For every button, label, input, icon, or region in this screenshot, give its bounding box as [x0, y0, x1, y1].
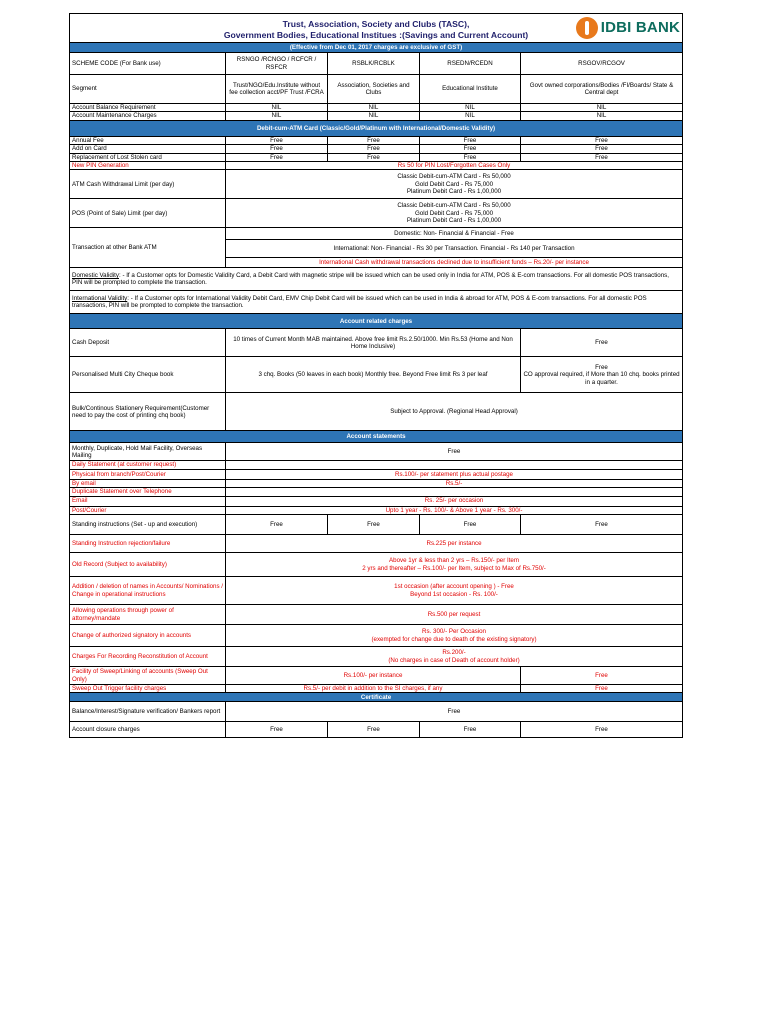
- signatory-line-1: Rs. 300/- Per Occasion: [422, 628, 486, 636]
- closure-col-2: Free: [328, 722, 420, 738]
- poa-label: Allowing operations through power of attorney/mandate: [70, 605, 226, 625]
- effective-note: (Effective from Dec 01, 2017 charges are exclusive of GST): [70, 43, 683, 53]
- lost-card-col-1: Free: [226, 153, 328, 161]
- atm-limit-line-2: Gold Debit Card - Rs 75,000: [414, 180, 494, 188]
- cash-deposit-govt: Free: [521, 329, 683, 357]
- add-on-col-1: Free: [226, 145, 328, 153]
- scheme-row: [70, 53, 683, 75]
- names-row: [70, 577, 683, 605]
- domestic-validity-term: Domestic Validity: [72, 272, 119, 280]
- by-email-label: By email: [70, 479, 226, 487]
- daily-statement-row: [70, 461, 683, 469]
- domestic-validity-note: [70, 268, 683, 291]
- title-row: [70, 14, 683, 43]
- bulk-stationery-label: Bulk/Continous Stationery Requirement(Customer need to pay the cost of printing chq book): [70, 393, 226, 431]
- segment-col-3: Educational Institute: [420, 75, 521, 104]
- cheque-book-govt: [521, 357, 683, 393]
- segment-row: [70, 75, 683, 104]
- effective-note-row: [70, 43, 683, 53]
- maintenance-row: [70, 112, 683, 120]
- reconstitution-line-1: Rs.200/-: [442, 649, 466, 657]
- new-pin-label: New PIN Generation: [70, 162, 226, 170]
- physical-label: Physical from branch/Post/Courier: [70, 469, 226, 479]
- maintenance-col-2: NIL: [328, 112, 420, 120]
- signatory-label: Change of authorized signatory in accounts: [70, 625, 226, 647]
- email-value: Rs. 25/- per occasion: [226, 496, 683, 506]
- old-record-row: [70, 553, 683, 577]
- poa-row: [70, 605, 683, 625]
- old-record-line-2: 2 yrs and thereafter – Rs.100/- per Item, subject to Max of Rs.750/-: [362, 564, 546, 572]
- annual-fee-col-2: Free: [328, 136, 420, 144]
- sweep-trigger-govt: Free: [521, 685, 683, 693]
- sweep-label: Facility of Sweep/Linking of accounts (Sweep Out Only): [70, 667, 226, 685]
- idbi-logo-icon: [576, 17, 598, 39]
- names-line-1: 1st occasion (after account opening ) - Free: [394, 583, 514, 591]
- standing-instructions-row: [70, 515, 683, 535]
- cash-deposit-row: [70, 329, 683, 357]
- annual-fee-label: Annual Fee: [70, 136, 226, 144]
- add-on-col-4: Free: [521, 145, 683, 153]
- signatory-line-2: (exempted for change due to death of the existing signatory): [371, 635, 537, 643]
- cash-deposit-value: 10 times of Current Month MAB maintained. Above free limit Rs.2.50/1000. Min Rs.53 (Home and Non Home Inclusive): [226, 329, 521, 357]
- new-pin-value: Rs 50 for PIN Lost/Forgotten Cases Only: [226, 162, 683, 170]
- schedule-of-charges-sheet: [69, 13, 682, 738]
- atm-limit-line-3: Platinum Debit Card - Rs 1,00,000: [406, 188, 502, 196]
- closure-col-3: Free: [420, 722, 521, 738]
- standing-reject-row: [70, 535, 683, 553]
- maintenance-label: Account Maintenance Charges: [70, 112, 226, 120]
- old-record-label: Old Record (Subject to availability): [70, 553, 226, 577]
- physical-value: Rs.100/- per statement plus actual postage: [226, 469, 683, 479]
- sweep-trigger-value: Rs.5/- per debit in addition to the SI charges, if any: [226, 685, 521, 693]
- title-line-2: Government Bodies, Educational Institues :(Savings and Current Account): [223, 29, 529, 40]
- logo-text: IDBI BANK: [600, 19, 681, 37]
- account-statements-band: [70, 431, 683, 443]
- standing-reject-value: Rs.225 per instance: [226, 535, 683, 553]
- standing-reject-label: Standing Instruction rejection/failure: [70, 535, 226, 553]
- lost-card-col-2: Free: [328, 153, 420, 161]
- title-cell: [70, 14, 683, 43]
- other-atm-domestic-row: [70, 228, 683, 240]
- poa-value: Rs.500 per request: [226, 605, 683, 625]
- other-atm-domestic: Domestic: Non- Financial & Financial - Free: [226, 228, 683, 240]
- balance-label: Account Balance Requirement: [70, 104, 226, 112]
- annual-fee-row: [70, 136, 683, 144]
- balance-col-3: NIL: [420, 104, 521, 112]
- international-validity-text: : - If a Customer opts for International Validity Debit Card, EMV Chip Debit Card will be issued which can be used in India & abroad for ATM, POS & E-com transactions. For all domestic POS transactions, PIN will be prompted to complete the transaction.: [72, 295, 647, 310]
- duplicate-phone-empty: [226, 488, 683, 496]
- add-on-col-3: Free: [420, 145, 521, 153]
- maintenance-col-1: NIL: [226, 112, 328, 120]
- by-email-value: Rs.5/-: [226, 479, 683, 487]
- standing-label: Standing instructions (Set - up and execution): [70, 515, 226, 535]
- scheme-col-2: RSBLK/RCBLK: [328, 53, 420, 75]
- lost-card-row: [70, 153, 683, 161]
- cheque-book-govt-line-1: Free: [595, 363, 608, 371]
- add-on-col-2: Free: [328, 145, 420, 153]
- reconstitution-label: Charges For Recording Reconstitution of Account: [70, 647, 226, 667]
- annual-fee-col-1: Free: [226, 136, 328, 144]
- international-validity-row: [70, 291, 683, 314]
- lost-card-label: Replacement of Lost Stolen card: [70, 153, 226, 161]
- old-record-line-1: Above 1yr & less than 2 yrs – Rs.150/- per Item: [389, 557, 520, 565]
- closure-col-4: Free: [521, 722, 683, 738]
- closure-label: Account closure charges: [70, 722, 226, 738]
- old-record-value: [226, 553, 683, 577]
- annual-fee-col-4: Free: [521, 136, 683, 144]
- standing-col-4: Free: [521, 515, 683, 535]
- bulk-stationery-row: [70, 393, 683, 431]
- segment-col-4: Govt owned corporations/Bodies /FI/Boards/ State & Central dept: [521, 75, 683, 104]
- closure-row: [70, 722, 683, 738]
- sweep-row: [70, 667, 683, 685]
- pos-limit-row: [70, 199, 683, 228]
- charges-table: [69, 13, 683, 738]
- standing-col-1: Free: [226, 515, 328, 535]
- sweep-value: Rs.100/- per instance: [226, 667, 521, 685]
- closure-col-1: Free: [226, 722, 328, 738]
- pos-limit-value: [226, 199, 683, 228]
- balance-cert-value: Free: [226, 702, 683, 722]
- account-charges-band: [70, 314, 683, 329]
- segment-col-1: Trust/NGO/Edu.Institute without fee collection acct/PF Trust /FCRA: [226, 75, 328, 104]
- balance-cert-label: Balance/Interest/Signature verification/ Bankers report: [70, 702, 226, 722]
- maintenance-col-3: NIL: [420, 112, 521, 120]
- certificate-band-label: Certificate: [70, 693, 683, 702]
- debit-card-band: [70, 120, 683, 136]
- reconstitution-value: [226, 647, 683, 667]
- add-on-label: Add on Card: [70, 145, 226, 153]
- cheque-book-govt-line-2: CO approval required, if More than 10 chq. books printed in a quarter.: [523, 371, 680, 386]
- balance-col-4: NIL: [521, 104, 683, 112]
- title-line-1: Trust, Association, Society and Clubs (TASC),: [282, 18, 470, 29]
- international-validity-term: International Validity: [72, 295, 128, 303]
- maintenance-col-4: NIL: [521, 112, 683, 120]
- debit-card-band-label: Debit-cum-ATM Card (Classic/Gold/Platinum with International/Domestic Validity): [70, 120, 683, 136]
- sweep-trigger-label: Sweep Out Trigger facility charges: [70, 685, 226, 693]
- atm-limit-line-1: Classic Debit-cum-ATM Card - Rs 50,000: [397, 173, 511, 181]
- cheque-book-row: [70, 357, 683, 393]
- reconstitution-line-2: (No charges in case of Death of account holder): [388, 656, 520, 664]
- daily-statement-label: Daily Statement (at customer request): [70, 461, 226, 469]
- post-courier-label: Post/Courier: [70, 506, 226, 514]
- segment-label: Segment: [70, 75, 226, 104]
- lost-card-col-4: Free: [521, 153, 683, 161]
- scheme-col-1: RSNGO /RCNGO / RCFCR / RSFCR: [226, 53, 328, 75]
- atm-limit-value: [226, 170, 683, 199]
- account-charges-band-label: Account related charges: [70, 314, 683, 329]
- monthly-statement-value: Free: [226, 443, 683, 461]
- balance-certificate-row: [70, 702, 683, 722]
- account-statements-band-label: Account statements: [70, 431, 683, 443]
- domestic-validity-text: : - If a Customer opts for Domestic Validity Card, a Debit Card with magnetic stripe will be issued which can be used only in India for ATM, POS & E-com transactions. For all domestic POS transactions, PIN will be prompted to complete the transaction.: [72, 272, 669, 287]
- signatory-value: [226, 625, 683, 647]
- certificate-band: [70, 693, 683, 702]
- bulk-stationery-value: Subject to Approval. (Regional Head Approval): [226, 393, 683, 431]
- physical-row: [70, 469, 683, 479]
- signatory-row: [70, 625, 683, 647]
- add-on-row: [70, 145, 683, 153]
- lost-card-col-3: Free: [420, 153, 521, 161]
- sweep-govt: Free: [521, 667, 683, 685]
- names-value: [226, 577, 683, 605]
- segment-col-2: Association, Societies and Clubs: [328, 75, 420, 104]
- other-atm-international: International: Non- Financial - Rs 30 per Transaction. Financial - Rs 140 per Transaction: [226, 240, 683, 258]
- balance-col-1: NIL: [226, 104, 328, 112]
- cheque-book-label: Personalised Multi City Cheque book: [70, 357, 226, 393]
- monthly-statement-row: [70, 443, 683, 461]
- email-label: Email: [70, 496, 226, 506]
- by-email-row: [70, 479, 683, 487]
- atm-limit-row: [70, 170, 683, 199]
- balance-row: [70, 104, 683, 112]
- sweep-trigger-row: [70, 685, 683, 693]
- email-row: [70, 496, 683, 506]
- other-atm-declined: International Cash withdrawal transactions declined due to insufficient funds – Rs.20/- per instance: [226, 258, 683, 268]
- standing-col-3: Free: [420, 515, 521, 535]
- duplicate-phone-row: [70, 488, 683, 496]
- duplicate-phone-label: Duplicate Statement over Telephone: [70, 488, 226, 496]
- monthly-statement-label: Monthly, Duplicate, Hold Mail Facility, Overseas Mailing: [70, 443, 226, 461]
- atm-limit-label: ATM Cash Withdrawal Limit (per day): [70, 170, 226, 199]
- reconstitution-row: [70, 647, 683, 667]
- pos-limit-label: POS (Point of Sale) Limit (per day): [70, 199, 226, 228]
- cash-deposit-label: Cash Deposit: [70, 329, 226, 357]
- balance-col-2: NIL: [328, 104, 420, 112]
- new-pin-row: [70, 162, 683, 170]
- pos-limit-line-1: Classic Debit-cum-ATM Card - Rs 50,000: [397, 202, 511, 210]
- scheme-label: SCHEME CODE (For Bank use): [70, 53, 226, 75]
- daily-statement-empty: [226, 461, 683, 469]
- cheque-book-value: 3 chq. Books (50 leaves in each book) Monthly free. Beyond Free limit Rs 3 per leaf: [226, 357, 521, 393]
- other-atm-label: Transaction at other Bank ATM: [70, 228, 226, 268]
- post-courier-value: Upto 1 year - Rs. 100/- & Above 1 year - Rs. 300/-: [226, 506, 683, 514]
- idbi-logo: [576, 17, 680, 39]
- names-line-2: Beyond 1st occasion - Rs. 100/-: [410, 590, 498, 598]
- names-label: Addition / deletion of names in Accounts/ Nominations / Change in operational instructions: [70, 577, 226, 605]
- pos-limit-line-3: Platinum Debit Card - Rs 1,00,000: [406, 217, 502, 225]
- domestic-validity-row: [70, 268, 683, 291]
- international-validity-note: [70, 291, 683, 314]
- scheme-col-3: RSEDN/RCEDN: [420, 53, 521, 75]
- scheme-col-4: RSGOV/RCGOV: [521, 53, 683, 75]
- post-courier-row: [70, 506, 683, 514]
- annual-fee-col-3: Free: [420, 136, 521, 144]
- standing-col-2: Free: [328, 515, 420, 535]
- pos-limit-line-2: Gold Debit Card - Rs 75,000: [414, 209, 494, 217]
